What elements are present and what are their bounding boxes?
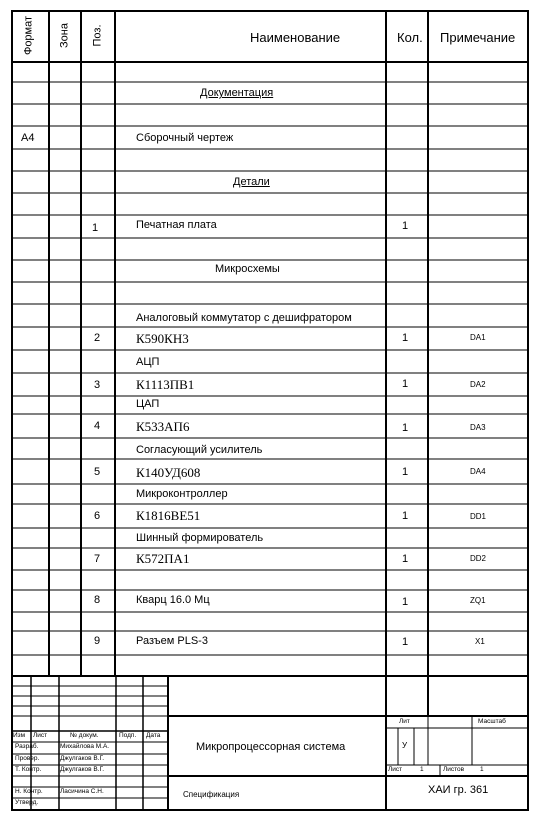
stamp-razrab-name: Михайлова М.А. [60,743,110,750]
stamp-nkontr-label: Н. Контр. [15,788,43,795]
pos-2: 2 [94,332,101,344]
header-name: Наименование [250,30,341,45]
qty-7: 1 [402,553,409,565]
stamp-prov-name: Джулгаков В.Г. [60,755,105,762]
format-a4: А4 [21,132,35,144]
note-zq1: ZQ1 [470,596,486,605]
header-zone: Зона [58,23,71,48]
note-da1: DA1 [470,333,486,342]
pos-3: 3 [94,379,101,391]
pos-4: 4 [94,420,101,432]
stamp-nkontr-name: Ласичина С.Н. [60,788,104,795]
group-analog-mux: Аналоговый коммутатор с дешифратором [136,312,352,324]
stamp-sheets-value: 1 [480,766,484,773]
note-da2: DA2 [470,380,486,389]
stamp-lit-label: Лит [399,718,410,725]
group-adc: АЦП [136,356,160,368]
pos-6: 6 [94,510,101,522]
pos-1: 1 [92,222,99,234]
stamp-scale-label: Масштаб [478,718,506,725]
qty-4: 1 [402,422,409,434]
group-bus-driver: Шинный формирователь [136,532,264,544]
note-x1: X1 [475,637,485,646]
item-k572pa1: К572ПА1 [136,551,190,566]
section-details: Детали [233,176,270,188]
item-k590kn3: К590КН3 [136,331,189,346]
header-note: Примечание [440,30,516,45]
header-pos: Поз. [91,24,104,47]
item-pcb: Печатная плата [136,219,217,231]
stamp-org: ХАИ гр. 361 [428,784,489,796]
section-microchips: Микросхемы [215,263,280,275]
pos-5: 5 [94,466,101,478]
item-connector: Разъем PLS-3 [136,635,208,647]
note-dd2: DD2 [470,554,487,563]
group-dac: ЦАП [136,398,160,410]
stamp-prov-label: Провер. [15,755,40,762]
stamp-sheet-value: 1 [420,766,424,773]
qty-2: 1 [402,332,409,344]
note-da4: DA4 [470,467,486,476]
pos-8: 8 [94,594,101,606]
pos-9: 9 [94,635,101,647]
stamp-doc-type: Спецификация [183,790,240,799]
stamp-razrab-label: Разраб. [15,743,39,750]
qty-5: 1 [402,466,409,478]
stamp-sheets-label: Листов [443,766,465,773]
qty-1: 1 [402,220,409,232]
stamp-col-date: Дата [146,732,161,739]
qty-3: 1 [402,378,409,390]
note-da3: DA3 [470,423,486,432]
item-k1113pv1: К1113ПВ1 [136,377,195,392]
qty-9: 1 [402,636,409,648]
item-quartz: Кварц 16.0 Мц [136,594,210,606]
item-k533ap6: К533АП6 [136,419,190,434]
stamp-col-doc: № докум. [70,732,99,739]
qty-6: 1 [402,510,409,522]
stamp-lit-value: У [402,741,408,750]
header-qty: Кол. [397,30,423,45]
item-k1816ve51: К1816ВЕ51 [136,508,201,523]
stamp-tkontr-name: Джулгаков В.Г. [60,766,105,773]
qty-8: 1 [402,596,409,608]
pos-7: 7 [94,553,101,565]
note-dd1: DD1 [470,512,487,521]
stamp-sheet-label: Лист [388,766,403,773]
stamp-utv-label: Утверд. [15,799,39,806]
group-matching-amp: Согласующий усилитель [136,444,263,456]
header-format: Формат [22,15,35,56]
group-microcontroller: Микроконтроллер [136,488,228,500]
section-documentation: Документация [200,87,274,99]
stamp-title: Микропроцессорная система [196,741,346,753]
stamp-col-izm: Изм [13,732,26,739]
stamp-tkontr-label: Т. Контр. [15,766,42,773]
assembly-drawing: Сборочный чертеж [136,132,234,144]
stamp-col-list: Лист [33,732,48,739]
item-k140ud608: К140УД608 [136,465,201,480]
stamp-col-sign: Подп. [119,732,137,739]
